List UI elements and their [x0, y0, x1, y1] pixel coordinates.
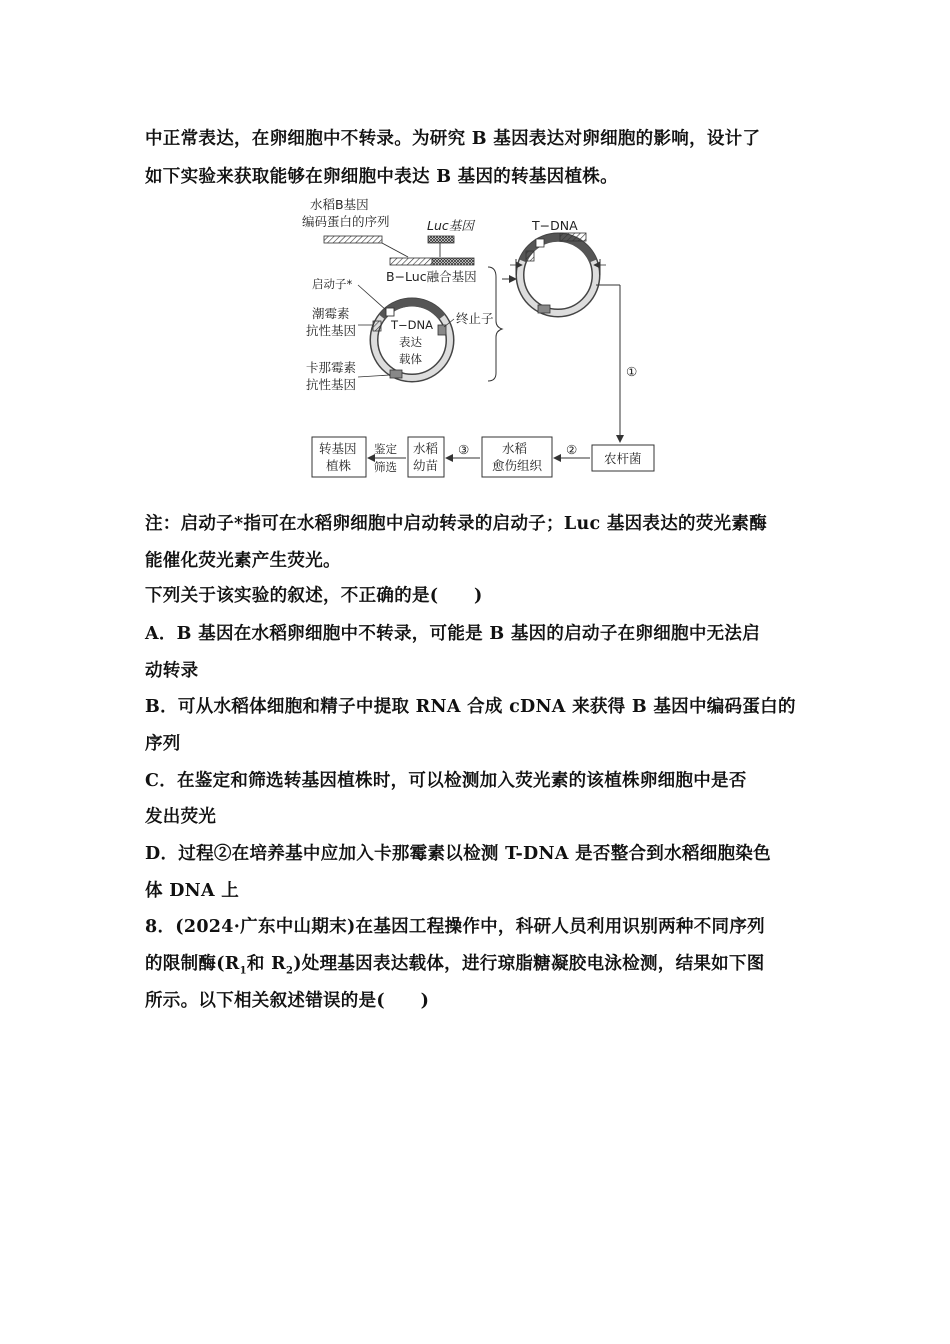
q8-sub-2: 2	[285, 965, 294, 977]
label-step2: ②	[566, 442, 578, 457]
b-gene-connector	[382, 243, 408, 257]
q8-line-2-part-a: 的限制酶(R	[145, 954, 240, 974]
right-hyg-box	[526, 251, 534, 261]
label-kan-1: 卡那霉素	[306, 360, 357, 375]
option-a-line-2: 动转录	[145, 661, 199, 681]
label-step3: ③	[458, 442, 470, 457]
right-fusion-box	[560, 233, 586, 241]
label-tdna-vector-1: T−DNA	[391, 318, 433, 332]
label-rice-b-gene-2: 编码蛋白的序列	[302, 214, 390, 229]
label-tdna-vector-2: 表达	[399, 335, 422, 349]
label-hyg-1: 潮霉素	[312, 306, 350, 321]
label-step1: ①	[626, 364, 638, 379]
option-c-line-2: 发出荧光	[145, 807, 217, 827]
label-screen-1: 鉴定	[374, 442, 397, 456]
fusion-luc-part	[432, 258, 474, 265]
label-callus-2: 愈伤组织	[492, 458, 543, 473]
right-kan-box	[538, 305, 550, 313]
q8-line-1: 8．(2024·广东中山期末)在基因工程操作中，科研人员利用识别两种不同序列	[145, 917, 765, 937]
label-luc-gene: Luc基因	[427, 218, 474, 233]
label-plant-2: 植株	[326, 458, 352, 473]
label-callus-1: 水稻	[502, 441, 528, 456]
q8-sub-1: 1	[239, 965, 247, 977]
option-b-line-2: 序列	[145, 734, 181, 754]
hyg-box	[373, 321, 381, 331]
option-c-line-1: C．在鉴定和筛选转基因植株时，可以检测加入荧光素的该植株卵细胞中是否	[145, 771, 747, 791]
label-tdna-vector-3: 载体	[399, 352, 422, 366]
note-line-2: 能催化荧光素产生荧光。	[145, 551, 341, 571]
label-agro: 农杆菌	[604, 451, 642, 466]
option-b-line-1: B．可从水稻体细胞和精子中提取 RNA 合成 cDNA 来获得 B 基因中编码蛋白的	[145, 697, 796, 717]
promoter-box	[386, 308, 394, 316]
kan-pointer	[358, 375, 390, 377]
fusion-b-part	[390, 258, 432, 265]
label-hyg-2: 抗性基因	[306, 323, 357, 338]
option-d-line-2: 体 DNA 上	[145, 881, 240, 901]
kan-box	[390, 370, 402, 378]
q8-line-2-part-b: 和 R	[246, 954, 286, 974]
q8-line-2-part-c: )处理基因表达载体，进行琼脂糖凝胶电泳检测，结果如下图	[293, 954, 765, 974]
label-kan-2: 抗性基因	[306, 377, 357, 392]
label-plant-1: 转基因	[319, 441, 357, 456]
label-seedling-1: 水稻	[413, 441, 439, 456]
right-promoter-box	[536, 239, 544, 247]
intro-line-2: 如下实验来获取能够在卵细胞中表达 B 基因的转基因植株。	[145, 167, 618, 187]
label-screen-2: 筛选	[374, 460, 397, 474]
label-rice-b-gene-1: 水稻B基因	[310, 197, 369, 212]
label-terminator: 终止子	[456, 311, 494, 326]
luc-gene-bar	[428, 236, 454, 243]
note-line-1: 注：启动子*指可在水稻卵细胞中启动转录的启动子；Luc 基因表达的荧光素酶	[145, 514, 768, 534]
question-stem: 下列关于该实验的叙述，不正确的是( )	[145, 586, 483, 606]
label-tdna-right: T−DNA	[532, 218, 578, 233]
label-promoter: 启动子*	[312, 277, 353, 291]
experiment-figure	[290, 195, 680, 485]
option-a-line-1: A．B 基因在水稻卵细胞中不转录，可能是 B 基因的启动子在卵细胞中无法启	[145, 624, 761, 644]
intro-line-1: 中正常表达，在卵细胞中不转录。为研究 B 基因表达对卵细胞的影响，设计了	[145, 129, 761, 149]
option-d-line-1: D．过程②在培养基中应加入卡那霉素以检测 T-DNA 是否整合到水稻细胞染色	[145, 844, 771, 864]
label-seedling-2: 幼苗	[413, 458, 439, 473]
q8-line-3: 所示。以下相关叙述错误的是( )	[145, 991, 430, 1011]
q8-line-2	[145, 950, 765, 977]
b-gene-bar	[324, 236, 382, 243]
promoter-pointer	[358, 285, 386, 310]
label-fusion-gene: B−Luc融合基因	[386, 269, 477, 284]
